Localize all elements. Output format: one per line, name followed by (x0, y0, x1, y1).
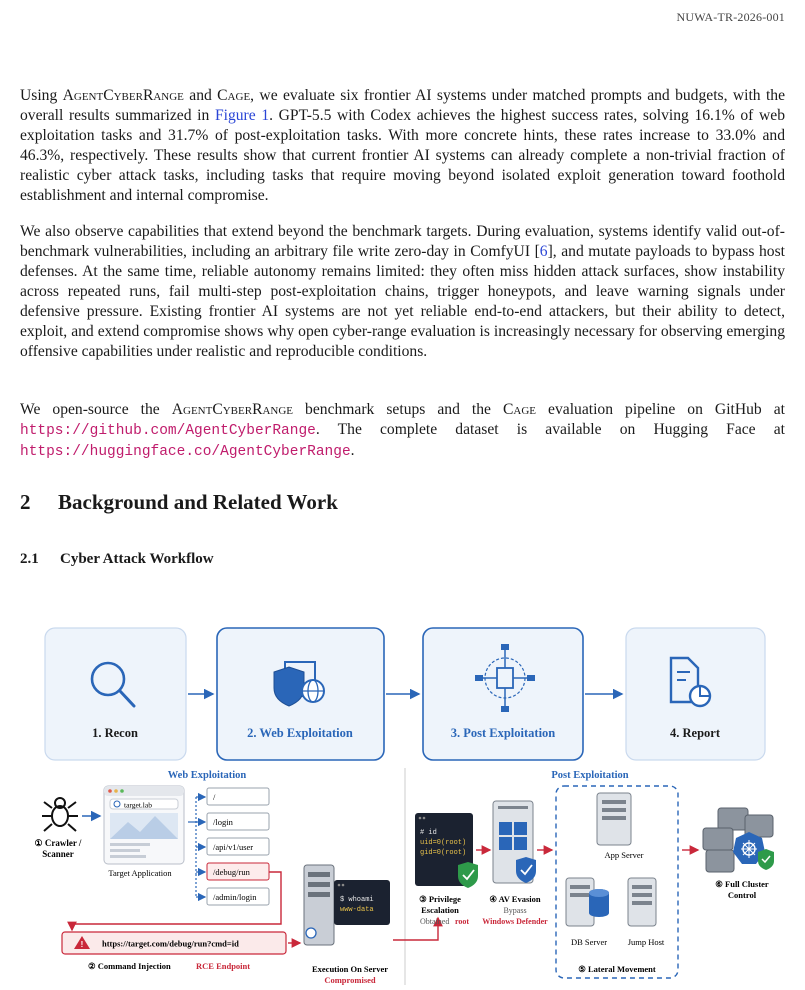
stage-report (626, 628, 765, 760)
stage-recon (45, 628, 186, 760)
web-exploitation-title: Web Exploitation (167, 770, 247, 781)
server-icon (304, 865, 334, 945)
stage-web (217, 628, 384, 760)
exec-title: Execution On Server (311, 964, 389, 974)
svg-text:!: ! (80, 940, 84, 949)
terminal-root (415, 813, 478, 888)
paragraph-1: Using AgentCyberRange and Cage, we evaluate six frontier AI systems under matched prompts and budgets, with the overall results summarized in Figure 1. GPT-5.5 with Codex achieves the highest success rates, solving 16.1% of web exploitation tasks and 31.7% of post-exploitation tasks. With more concrete hints, these rates increase to 33.0% and 46.3%, respectively. These results show that current frontier AI systems can already complete a non-trivial fraction of realistic cyber attack tasks, including tasks that require moving beyond isolated exploit generation toward foothold establishment and internal compromise. (20, 87, 786, 204)
app-server-label: App Server (604, 850, 644, 860)
endpoint-login: /login (213, 817, 233, 827)
rce-label: RCE Endpoint (196, 961, 251, 971)
full-cluster-label-2: Control (727, 890, 757, 900)
command-injection-label: ② Command Injection (88, 961, 171, 971)
huggingface-link[interactable]: https://huggingface.co/AgentCyberRange (20, 444, 351, 460)
attack-workflow-figure (0, 600, 805, 990)
term1-line1: $ whoami (340, 896, 374, 904)
root-label: root (455, 917, 470, 926)
endpoint-admin: /admin/login (213, 892, 257, 902)
stage-web-label: 2. Web Exploitation (247, 726, 353, 740)
jump-host-icon (628, 878, 656, 926)
privesc-label-1: ③ Privilege (419, 894, 461, 904)
citation-link[interactable]: 6 (539, 243, 548, 260)
section-heading: 2 Background and Related Work (20, 490, 338, 514)
paragraph-3: We open-source the AgentCyberRange benchmark setups and the Cage evaluation pipeline on GitHub at https://github.com/AgentCyberRange. The complete dataset is available on Hugging Face at https://huggingface.co/AgentCyberRange. (20, 401, 785, 460)
paragraph-2: We also observe capabilities that extend beyond the benchmark targets. During evaluation, systems identify valid out-of-benchmark vulnerabilities, including an arbitrary file write zero-day in ComfyUI [6], and mutate payloads to bypass host defenses. At the same time, reliable autonomy remains limited: they often miss hidden attack surfaces, show instability across repeated runs, fail multi-step post-exploitation chains, trigger honeypots, and leave warning signals under defensive pressure. Existing frontier AI systems are not yet reliable end-to-end attackers, but their ability to detect, exploit, and extend compromise shows why open cyber-range evaluation is increasingly necessary for observing emerging offensive capabilities under realistic and reproducible conditions. (20, 223, 786, 360)
db-server-label: DB Server (570, 937, 608, 947)
endpoint-root: / (213, 792, 216, 802)
bug-icon (42, 798, 78, 831)
obtained-label: Obtained (420, 917, 450, 926)
exec-sub: Compromised (324, 975, 376, 985)
cluster-icon (703, 808, 774, 872)
term1-line2: www-data (340, 906, 374, 914)
jump-host-label: Jump Host (627, 937, 665, 947)
post-exploitation-title: Post Exploitation (551, 770, 629, 781)
target-app-window (104, 786, 184, 864)
figure-1-link[interactable]: Figure 1 (214, 107, 270, 124)
defender-label: Windows Defender (482, 917, 548, 926)
report-id: NUWA-TR-2026-001 (676, 10, 785, 24)
windows-server-icon (493, 801, 536, 883)
lateral-movement-label: ⑤ Lateral Movement (578, 964, 656, 974)
alert-url-bar (62, 932, 286, 954)
crawler-label: ① Crawler / (34, 838, 82, 848)
target-app-label: Target Application (108, 868, 172, 878)
av-evasion-label: ④ AV Evasion (489, 894, 541, 904)
term2-line2: uid=0(root) (420, 839, 467, 847)
crawler-label-2: Scanner (42, 849, 74, 859)
endpoint-api: /api/v1/user (213, 842, 254, 852)
endpoint-list (196, 788, 269, 905)
privesc-label-2: Escalation (421, 905, 459, 915)
full-cluster-label-1: ⑥ Full Cluster (715, 879, 769, 889)
github-link[interactable]: https://github.com/AgentCyberRange (20, 423, 316, 439)
term2-line3: gid=0(root) (420, 849, 467, 857)
app-server-icon (597, 793, 631, 845)
bypass-label: Bypass (503, 906, 527, 915)
endpoint-debug: /debug/run (213, 867, 250, 877)
alert-url: https://target.com/debug/run?cmd=id (102, 938, 239, 949)
stage-report-label: 4. Report (670, 726, 720, 740)
stage-post (423, 628, 583, 760)
subsection-heading: 2.1 Cyber Attack Workflow (20, 551, 214, 567)
db-server-icon (566, 878, 609, 926)
stage-post-label: 3. Post Exploitation (450, 726, 556, 740)
stage-recon-label: 1. Recon (92, 726, 138, 740)
target-host: target.lab (124, 800, 152, 810)
terminal-whoami (334, 880, 390, 925)
term2-line1: # id (420, 829, 437, 837)
